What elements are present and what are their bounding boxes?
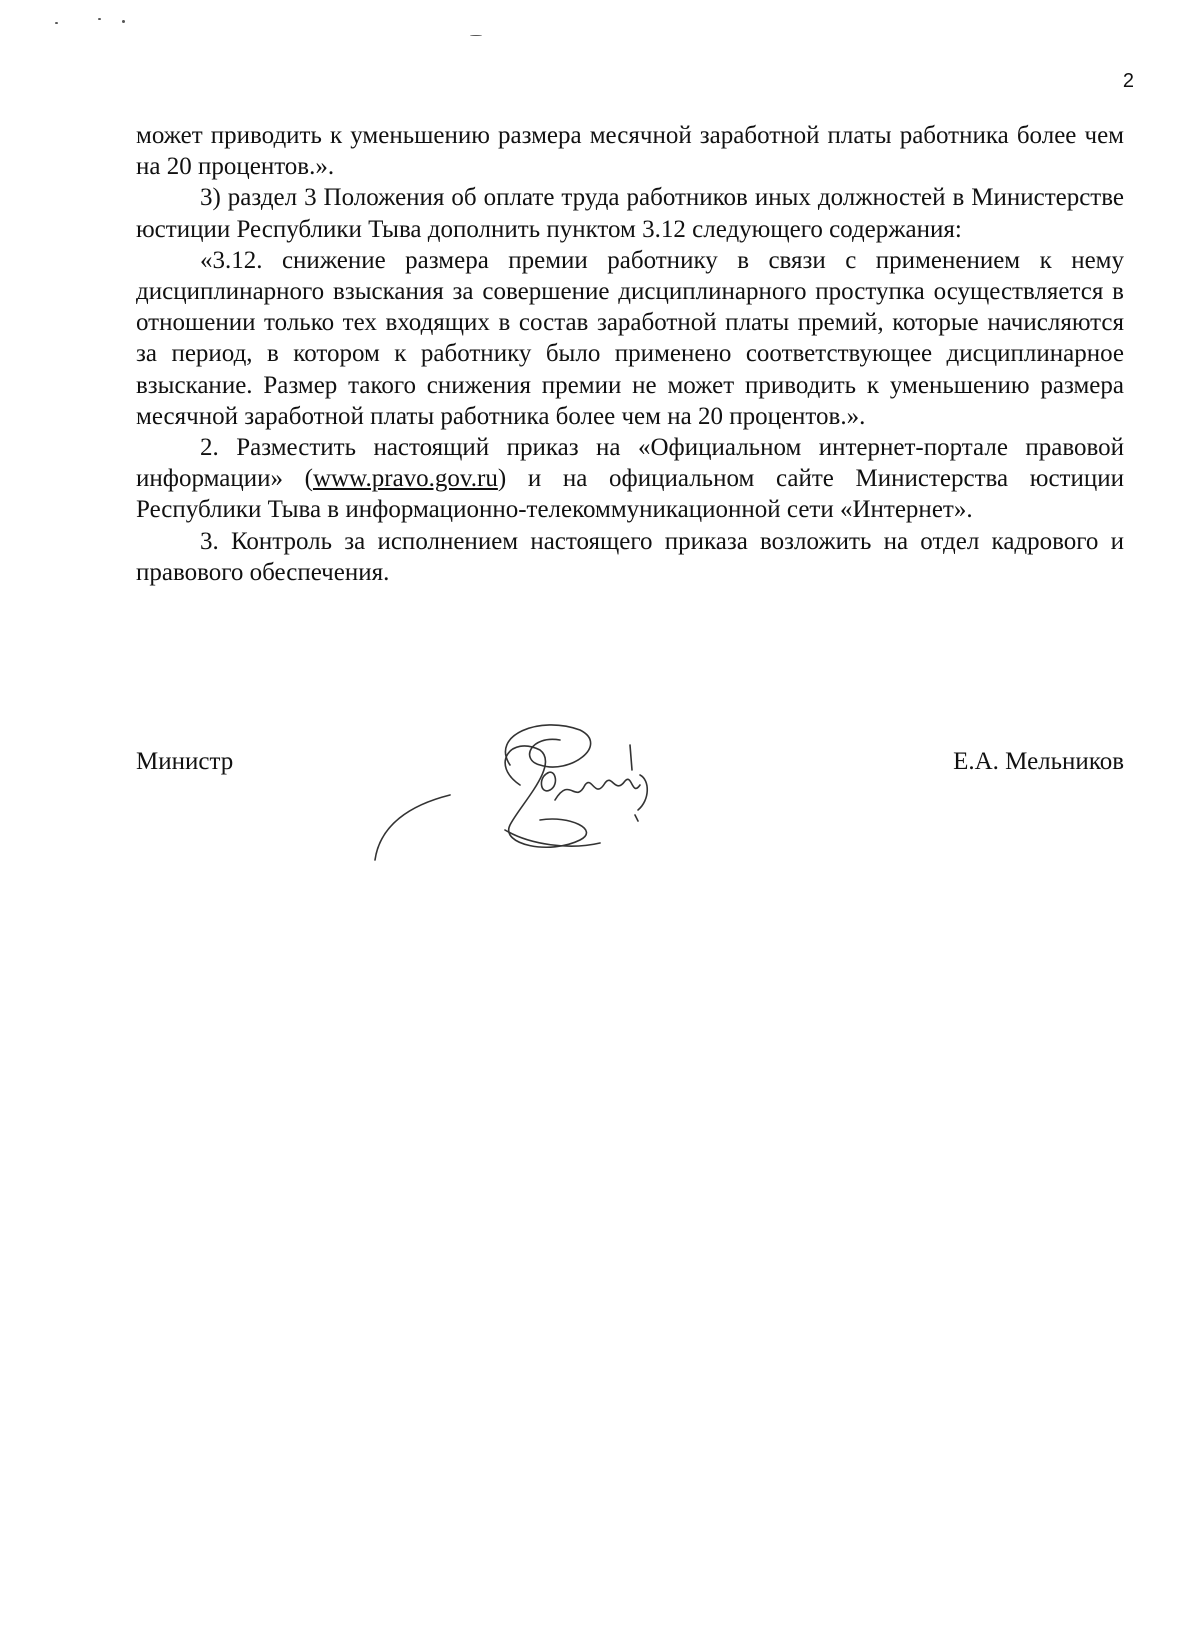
pravo-link[interactable]: www.pravo.gov.ru bbox=[312, 465, 498, 493]
scan-speck bbox=[55, 22, 58, 24]
placement-text-after: ) и на официальном сайте Министерства юстиции Республики Тыва в информационно-телекоммуникационной сети «Интернет». bbox=[136, 465, 1124, 524]
scan-speck bbox=[98, 18, 101, 20]
document-body bbox=[136, 120, 1124, 588]
paragraph-clause-3-12: «3.12. снижение размера премии работнику в связи с применением к нему дисциплинарного взыскания за совершение дисциплинарного проступка осуществляется в отношении только тех входящих в состав заработной платы премий, которые начисляются за период, в котором к работнику было применено соответствующее дисциплинарное взыскание. Размер такого снижения премии не может приводить к уменьшению размера месячной заработной платы работника более чем на 20 процентов.». bbox=[136, 246, 1124, 430]
signatory-title: Министр bbox=[136, 748, 234, 775]
handwritten-signature bbox=[370, 705, 690, 875]
signatory-name: Е.А. Мельников bbox=[953, 748, 1124, 775]
scan-speck bbox=[122, 20, 125, 23]
paragraph-control: 3. Контроль за исполнением настоящего приказа возложить на отдел кадрового и правового обеспечения. bbox=[136, 527, 1124, 586]
placement-text-before: 2. Разместить настоящий приказ на «Официальном интернет-портале правовой информации» ( bbox=[136, 434, 1124, 493]
scan-speck bbox=[470, 35, 482, 36]
paragraph-placement bbox=[136, 432, 1124, 526]
page-number: 2 bbox=[1122, 70, 1134, 92]
paragraph-item-3: 3) раздел 3 Положения об оплате труда работников иных должностей в Министерстве юстиции Республики Тыва дополнить пунктом 3.12 следующего содержания: bbox=[136, 184, 1124, 243]
paragraph-continuation: может приводить к уменьшению размера месячной заработной платы работника более чем на 20 процентов.». bbox=[136, 122, 1124, 181]
